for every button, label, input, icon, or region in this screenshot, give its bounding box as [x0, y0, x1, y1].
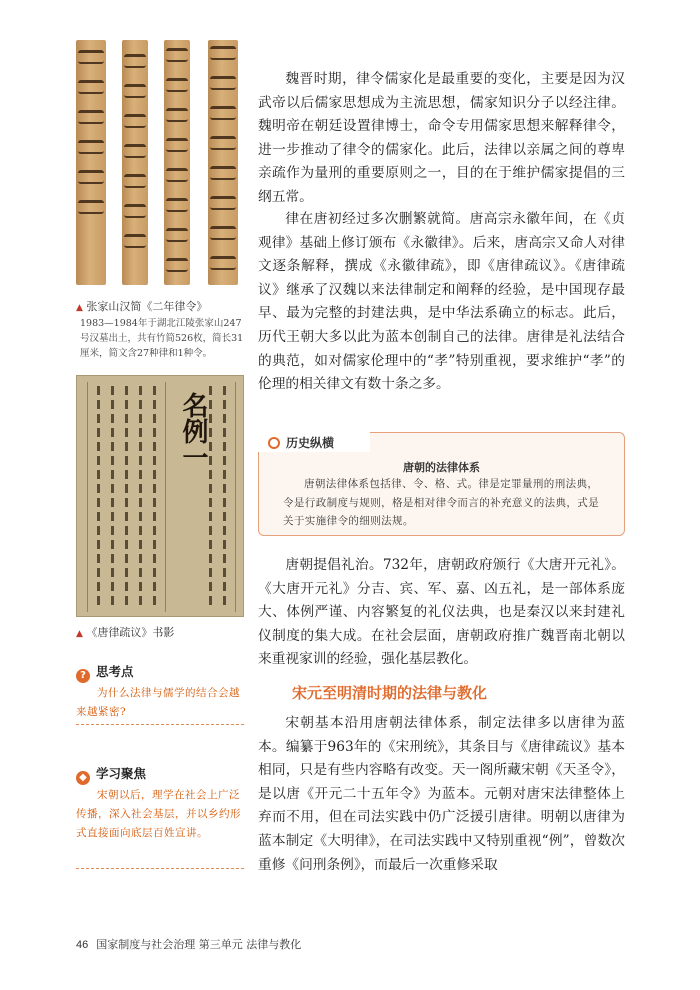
book-title-chars: 名例一	[178, 392, 208, 470]
triangle-icon: ▲	[76, 303, 83, 313]
bamboo-slips-image	[76, 40, 244, 288]
focus-box-label: ◆ 学习聚焦	[76, 764, 146, 785]
paragraph-tang-code: 律在唐初经过多次删繁就简。唐高宗永徽年间，在《贞观律》基础上修订颁布《永徽律》。后来，唐高宗又命人对律文逐条解释，撰成《永徽律疏》，即《唐律疏议》。《唐律疏议》继承了汉魏以来法律制定和阐释的经验，是中国现存最早、最为完整的封建法典，是中华法系确立的标志。此后，历代王朝大多以此为蓝本创制自己的法律。唐律是礼法结合的典范，如对儒家伦理中的“孝”特别重视，要求维护“孝”的伦理的相关律文有数十条之多。	[258, 211, 625, 393]
figure-note-slips: 1983—1984年于湖北江陵张家山247号汉墓出土，共有竹简526枚，简长31厘米，简文含27种律和1种令。	[80, 318, 244, 359]
section-title: 宋元至明清时期的法律与教化	[292, 684, 488, 702]
focus-box-divider	[76, 868, 244, 869]
think-box-label: ? 思考点	[76, 662, 134, 683]
figure-caption-slips: ▲ 张家山汉简《二年律令》	[76, 300, 208, 313]
question-icon: ?	[76, 669, 90, 683]
paragraph-wei-jin: 魏晋时期，律令儒家化是最重要的变化，主要是因为汉武帝以后儒家思想成为主流思想，儒家知识分子以经注律。魏明帝在朝廷设置律博士，命令专用儒家思想来解释律令，进一步推动了律令的儒家化。此后，法律以亲属之间的尊卑亲疏作为量刑的重要原则之一，目的在于维护儒家提倡的三纲五常。	[258, 71, 625, 205]
history-panel-tab: 历史纵横	[258, 432, 370, 452]
focus-icon: ◆	[76, 771, 90, 785]
history-panel-body: 唐朝法律体系包括律、令、格、式。律是定罪量刑的刑法典，令是行政制度与规则，格是相对律令而言的补充意义的法典，式是关于实施律令的细则法规。	[283, 478, 600, 527]
paragraph-tang-rites: 唐朝提倡礼治。732年，唐朝政府颁行《大唐开元礼》。《大唐开元礼》分吉、宾、军、嘉、凶五礼，是一部体系庞大、体例严谨、内容繁复的礼仪法典，也是秦汉以来封建礼仪制度的集大成。在社会层面，唐朝政府推广魏晋南北朝以来重视家训的经验，强化基层教化。	[258, 557, 625, 668]
page-number: 46	[76, 939, 89, 951]
triangle-icon: ▲	[76, 629, 83, 639]
figure-caption-book: ▲ 《唐律疏议》书影	[76, 626, 175, 639]
think-box-divider	[76, 724, 244, 725]
history-panel-title: 唐朝的法律体系	[403, 461, 480, 474]
paragraph-song-ming: 宋朝基本沿用唐朝法律体系，制定法律多以唐律为蓝本。编纂于963年的《宋刑统》，其条目与《唐律疏议》基本相同，只是有些内容略有改变。天一阁所藏宋朝《天圣令》，是以唐《开元二十五年令》为蓝本。元朝对唐宋法律整体上弃而不用，但在司法实践中仍广泛援引唐律。明朝以唐律为蓝本制定《大明律》，在司法实践中又特别重视“例”，曾数次重修《问刑条例》，而最后一次重修采取	[258, 715, 625, 873]
history-icon	[268, 437, 280, 449]
focus-box-text: 宋朝以后，理学在社会上广泛传播，深入社会基层，并以乡约形式直接面向底层百姓宣讲。	[76, 789, 241, 839]
think-box-text: 为什么法律与儒学的结合会越来越紧密?	[76, 687, 240, 718]
footer-text: 国家制度与社会治理 第三单元 法律与教化	[96, 938, 302, 951]
tang-code-book-image	[76, 375, 244, 617]
page-footer	[76, 936, 301, 952]
history-panel	[258, 432, 625, 536]
